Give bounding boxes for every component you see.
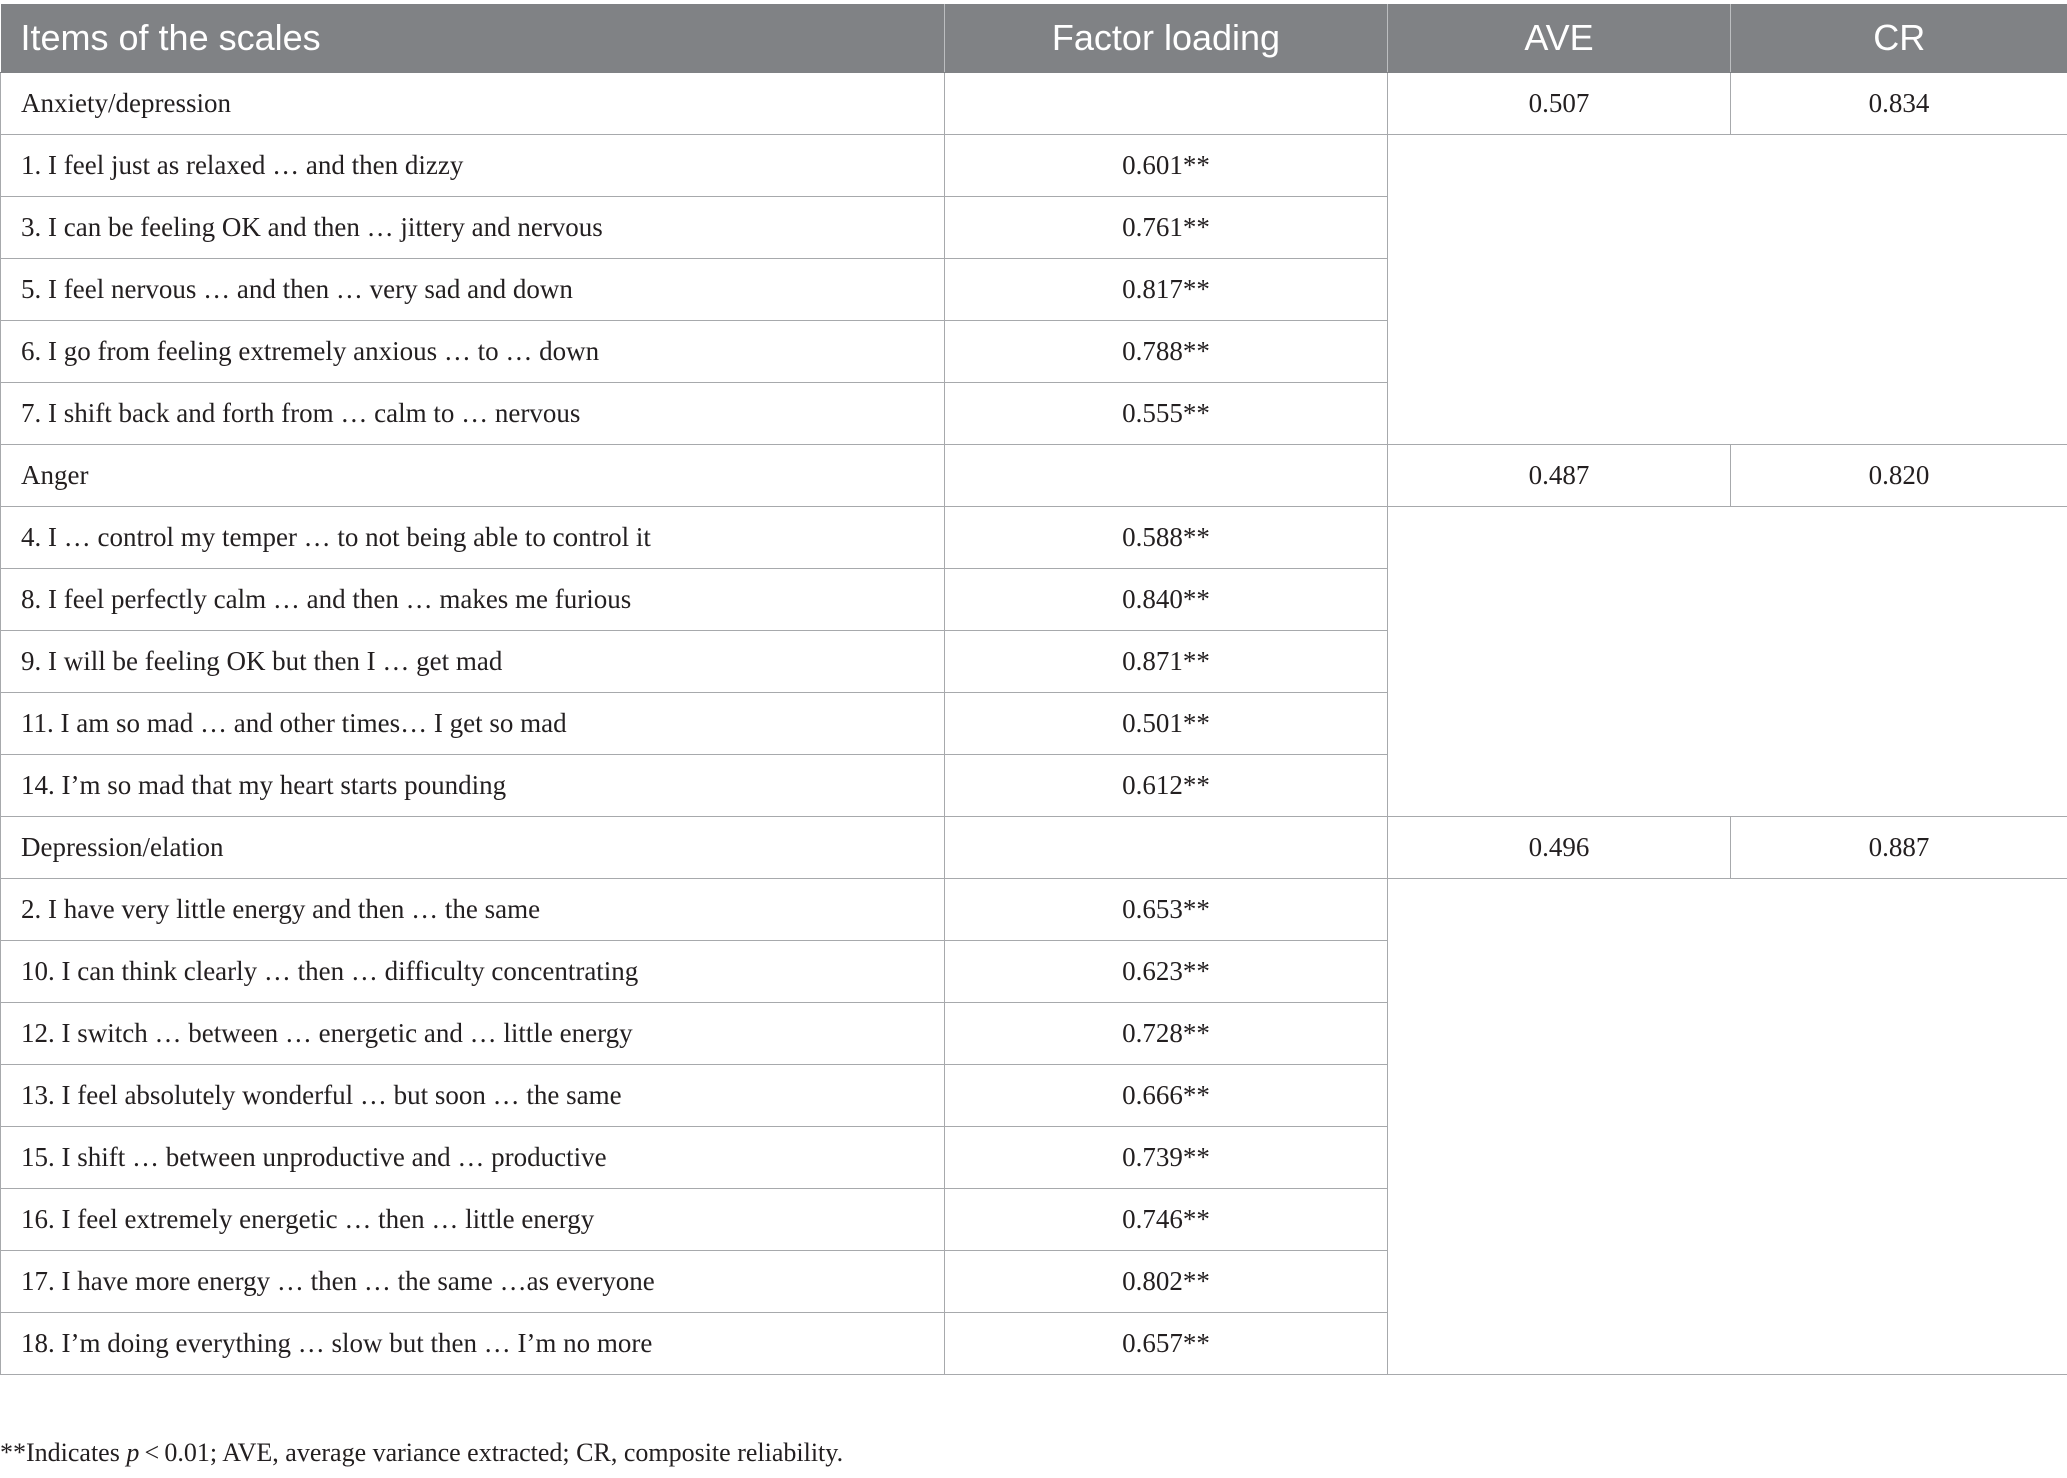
table-header-row <box>1 4 2067 73</box>
group-ave: 0.496 <box>1388 817 1731 879</box>
item-label: 17. I have more energy … then … the same …as everyone <box>1 1251 945 1313</box>
item-label: 8. I feel perfectly calm … and then … makes me furious <box>1 569 945 631</box>
item-loading: 0.666** <box>945 1065 1388 1127</box>
item-loading: 0.601** <box>945 135 1388 197</box>
table-row <box>1 135 2067 197</box>
table-row <box>1 507 2067 569</box>
item-loading: 0.802** <box>945 1251 1388 1313</box>
group-loading-empty <box>945 445 1388 507</box>
item-loading: 0.871** <box>945 631 1388 693</box>
table-footnote <box>0 1438 843 1468</box>
header-ave: AVE <box>1388 4 1731 73</box>
item-label: 3. I can be feeling OK and then … jittery and nervous <box>1 197 945 259</box>
group-ave: 0.507 <box>1388 73 1731 135</box>
item-label: 9. I will be feeling OK but then I … get mad <box>1 631 945 693</box>
group-row-anxiety-depression <box>1 73 2067 135</box>
item-loading: 0.501** <box>945 693 1388 755</box>
group-name: Anger <box>1 445 945 507</box>
item-label: 11. I am so mad … and other times… I get so mad <box>1 693 945 755</box>
header-factor-loading: Factor loading <box>945 4 1388 73</box>
footnote-suffix: < 0.01; AVE, average variance extracted; CR, composite reliability. <box>139 1438 844 1467</box>
item-loading: 0.623** <box>945 941 1388 1003</box>
item-label: 6. I go from feeling extremely anxious … to … down <box>1 321 945 383</box>
item-label: 14. I’m so mad that my heart starts pounding <box>1 755 945 817</box>
item-label: 12. I switch … between … energetic and … little energy <box>1 1003 945 1065</box>
item-label: 2. I have very little energy and then … the same <box>1 879 945 941</box>
item-label: 10. I can think clearly … then … difficulty concentrating <box>1 941 945 1003</box>
item-loading: 0.612** <box>945 755 1388 817</box>
header-items: Items of the scales <box>1 4 945 73</box>
item-loading: 0.739** <box>945 1127 1388 1189</box>
item-label: 16. I feel extremely energetic … then … little energy <box>1 1189 945 1251</box>
factor-loading-table <box>0 4 2067 1375</box>
group-cr: 0.820 <box>1731 445 2067 507</box>
item-label: 1. I feel just as relaxed … and then dizzy <box>1 135 945 197</box>
merged-empty-cell <box>1388 507 2067 817</box>
item-loading: 0.657** <box>945 1313 1388 1375</box>
merged-empty-cell <box>1388 135 2067 445</box>
group-loading-empty <box>945 817 1388 879</box>
item-label: 4. I … control my temper … to not being able to control it <box>1 507 945 569</box>
group-loading-empty <box>945 73 1388 135</box>
group-name: Anxiety/depression <box>1 73 945 135</box>
table-row <box>1 879 2067 941</box>
item-loading: 0.728** <box>945 1003 1388 1065</box>
item-label: 15. I shift … between unproductive and … productive <box>1 1127 945 1189</box>
item-label: 18. I’m doing everything … slow but then … I’m no more <box>1 1313 945 1375</box>
item-loading: 0.653** <box>945 879 1388 941</box>
item-loading: 0.588** <box>945 507 1388 569</box>
group-name: Depression/elation <box>1 817 945 879</box>
merged-empty-cell <box>1388 879 2067 1375</box>
item-loading: 0.840** <box>945 569 1388 631</box>
footnote-p-symbol: p <box>126 1438 140 1467</box>
group-cr: 0.887 <box>1731 817 2067 879</box>
item-label: 7. I shift back and forth from … calm to … nervous <box>1 383 945 445</box>
group-ave: 0.487 <box>1388 445 1731 507</box>
footnote-prefix: **Indicates <box>0 1438 127 1467</box>
group-cr: 0.834 <box>1731 73 2067 135</box>
item-loading: 0.817** <box>945 259 1388 321</box>
group-row-depression-elation <box>1 817 2067 879</box>
group-row-anger <box>1 445 2067 507</box>
item-loading: 0.761** <box>945 197 1388 259</box>
item-label: 13. I feel absolutely wonderful … but soon … the same <box>1 1065 945 1127</box>
item-loading: 0.788** <box>945 321 1388 383</box>
item-loading: 0.555** <box>945 383 1388 445</box>
header-cr: CR <box>1731 4 2067 73</box>
item-label: 5. I feel nervous … and then … very sad and down <box>1 259 945 321</box>
item-loading: 0.746** <box>945 1189 1388 1251</box>
